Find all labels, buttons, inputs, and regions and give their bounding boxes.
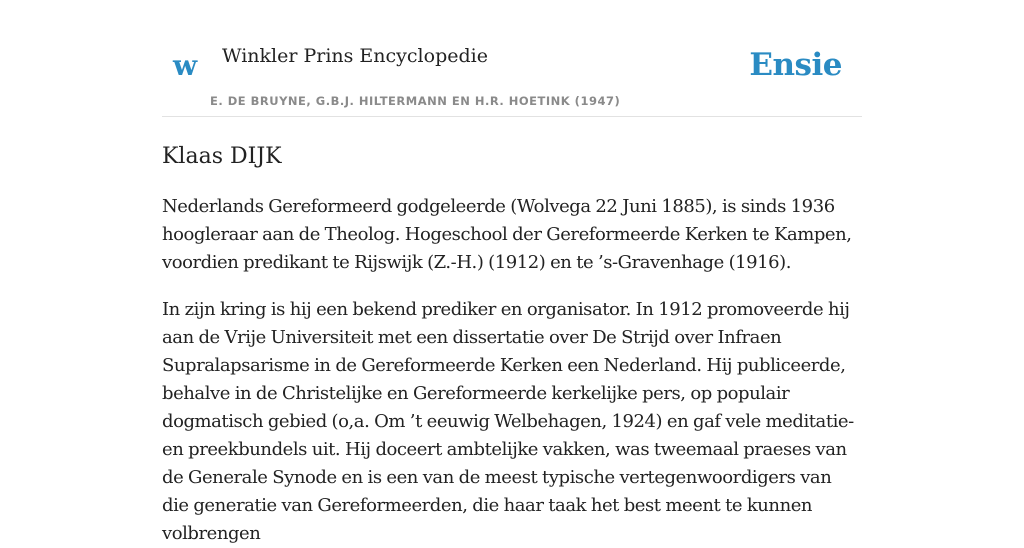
- page-container: [162, 0, 862, 548]
- article-paragraph: In zijn kring is hij een bekend prediker en organisator. In 1912 promoveerde hij aan de Vrije Universiteit met een dissertatie over De Strijd over Infraen Supralapsarisme in de Gereformeerde Kerken een Nederland. Hij publiceerde, behalve in de Christelijke en Gereformeerde kerkelijke pers, op populair dogmatisch gebied (o,a. Om ’t eeuwig Welbehagen, 1924) en gaf vele meditatie- en preekbundels uit. Hij doceert ambtelijke vakken, was tweemaal praeses van de Generale Synode en is een van de meest typische vertegenwoordigers van die generatie van Gereformeerden, die haar taak het best meent te kunnen volbrengen: [162, 299, 854, 544]
- site-logo[interactable]: w: [173, 49, 198, 82]
- byline: E. DE BRUYNE, G.B.J. HILTERMANN EN H.R. HOETINK (1947): [210, 94, 621, 108]
- article-paragraph: Nederlands Gereformeerd godgeleerde (Wolvega 22 Juni 1885), is sinds 1936 hoogleraar aan de Theolog. Hogeschool der Gereformeerde Kerken te Kampen, voordien predikant te Rijswijk (Z.-H.) (1912) en te ’s-Gravenhage (1916).: [162, 196, 852, 273]
- brand-logo[interactable]: Ensie: [749, 47, 842, 83]
- article-title: Klaas DIJK: [162, 144, 282, 169]
- site-title[interactable]: Winkler Prins Encyclopedie: [222, 45, 488, 67]
- site-header: [162, 0, 862, 117]
